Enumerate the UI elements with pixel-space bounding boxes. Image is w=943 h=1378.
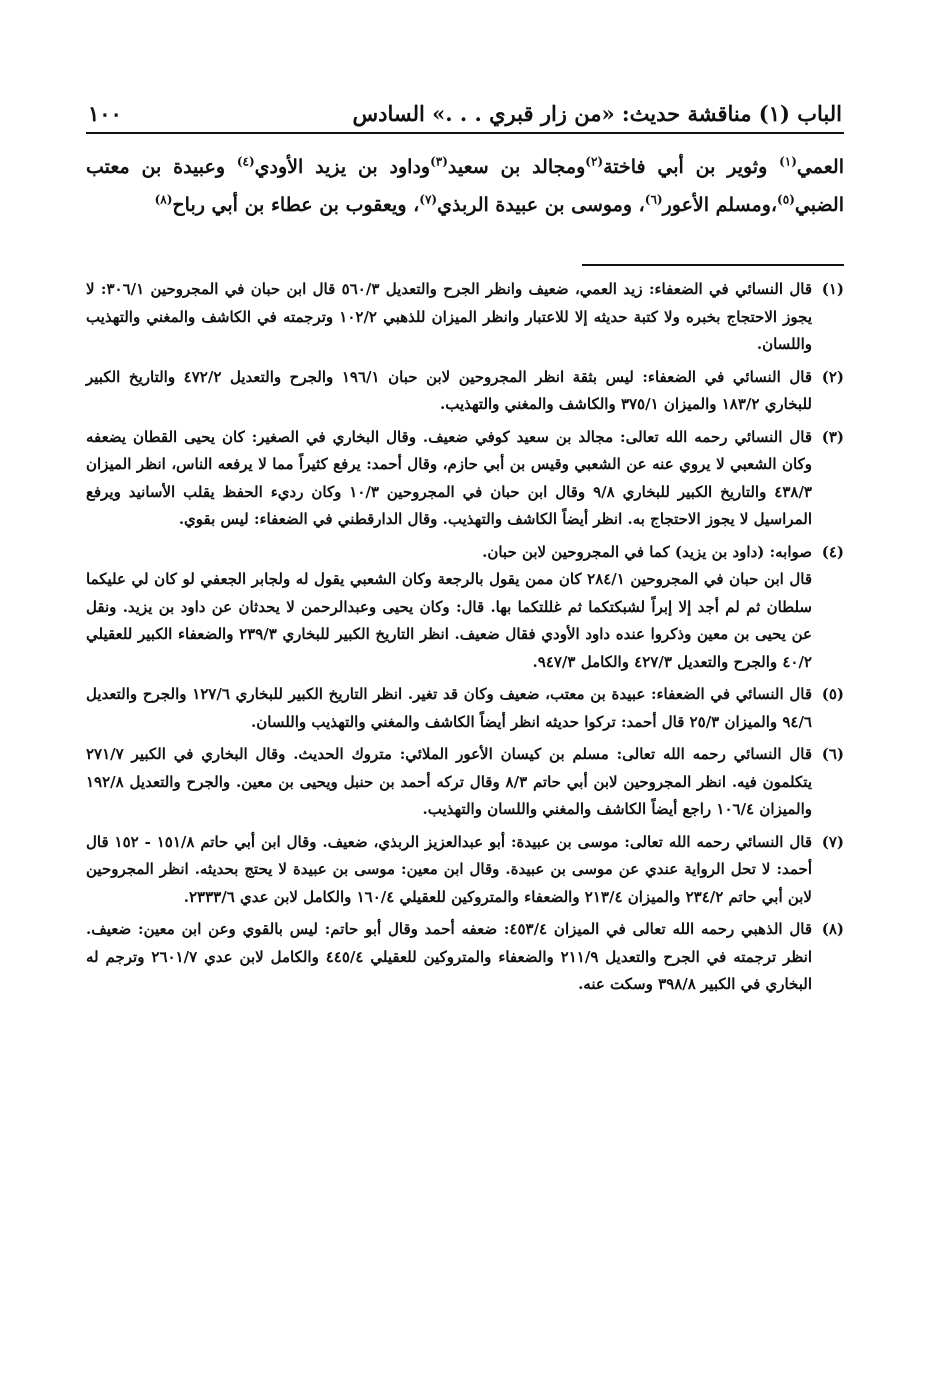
footnote-paragraph: قال ابن حبان في المجروحين ٢٨٤/١ كان ممن يقول بالرجعة وكان الشعبي يقول له ولجابر الجعفي لو كان لي عليكما سلطان ثم لم أجد إلا إبراً لشبكتكما ثم غللتكما بها. قال: وكان يحيى وعبدالرحمن لا يحدثان عن داود بن يزيد. ونقل عن يحيى بن معين وذكروا عنده داود الأودي فقال ضعيف. انظر التاريخ الكبير للبخاري ٢٣٩/٣ والضعفاء الكبير للعقيلي ٤٠/٢ والجرح والتعديل ٤٢٧/٣ والكامل ٩٤٧/٣. — [86, 570, 813, 671]
footnote-number: (٢) — [821, 367, 844, 386]
footnote-paragraph: قال النسائي رحمه الله تعالى: مسلم بن كيسان الأعور الملائي: متروك الحديث. وقال البخاري في الكبير ٢٧١/٧ يتكلمون فيه. انظر المجروحين لابن أبي حاتم ٨/٣ وقال تركه أحمد بن حنبل ويحيى بن معين. والجرح والتعديل ١٩٢/٨ والميزان ١٠٦/٤ راجع أيضاً الكاشف والمغني واللسان والتهذيب. — [86, 745, 812, 818]
page-number: ١٠٠ — [88, 101, 122, 126]
footnote — [86, 741, 844, 824]
main-text — [86, 148, 844, 224]
footnote-ref[interactable]: (٢) — [585, 154, 604, 169]
footnote — [86, 364, 844, 419]
footnote-number: (٦) — [821, 745, 844, 763]
footnote-separator — [582, 264, 844, 266]
book-page — [86, 96, 844, 1004]
footnote-number: (٤) — [821, 542, 844, 561]
body-segment: ، وموسى بن عبيدة الربذي — [437, 194, 645, 216]
footnote-paragraph: قال النسائي في الضعفاء: عبيدة بن معتب، ضعيف وكان قد تغير. انظر التاريخ الكبير للبخاري ١٢٧/٦ والجرح والتعديل ٩٤/٦ والميزان ٢٥/٣ قال أحمد: تركوا حديثه انظر أيضاً الكاشف والمغني والتهذيب واللسان. — [86, 685, 812, 731]
footnote-number: (١) — [821, 280, 844, 298]
body-segment: وداود بن يزيد الأودي — [254, 156, 431, 178]
running-header — [86, 96, 844, 134]
footnote-text — [86, 741, 812, 824]
footnote-ref[interactable]: (٧) — [419, 192, 438, 207]
body-segment: وعبيدة بن معتب الضبي — [86, 156, 844, 216]
footnote-paragraph: قال النسائي رحمه الله تعالى: موسى بن عبيدة: أبو عبدالعزيز الربذي، ضعيف. وقال ابن أبي حاتم ١٥١/٨ - ١٥٢ قال أحمد: لا تحل الرواية عندي عن موسى بن عبيدة. وقال ابن معين: موسى بن عبيدة لا يحتج بحديثه. انظر المجروحين لابن أبي حاتم ٢٣٤/٢ والميزان ٢١٣/٤ والضعفاء والمتروكين للعقيلي ١٦٠/٤ والكامل لابن عدي ٢٣٣٣/٦. — [86, 832, 812, 906]
footnote-ref[interactable]: (٥) — [777, 192, 795, 207]
body-segment: ،ومسلم الأعور — [662, 194, 778, 216]
footnote-text — [86, 681, 812, 736]
footnote-text — [86, 364, 812, 419]
footnote — [86, 916, 844, 999]
body-segment: وثوير بن أبي فاختة — [603, 156, 780, 178]
footnote-paragraph: قال النسائي في الضعفاء: زيد العمي، ضعيف وانظر الجرح والتعديل ٥٦٠/٣ قال ابن حبان في المجروحين ٣٠٦/١: لا يجوز الاحتجاج بخبره ولا كتبة حديثه إلا للاعتبار وانظر الميزان للذهبي ١٠٢/٢ وترجمته في الكاشف والمغني والتهذيب واللسان. — [86, 280, 813, 353]
footnote-number: (٣) — [821, 427, 844, 446]
footnote-paragraph: صوابه: (داود بن يزيد) كما في المجروحين لابن حبان. — [482, 542, 812, 561]
footnote-ref[interactable]: (٣) — [430, 154, 448, 169]
footnote — [86, 424, 844, 534]
footnote-number: (٥) — [821, 685, 844, 703]
footnote-number: (٧) — [821, 832, 844, 851]
body-segment: العمي — [796, 156, 844, 178]
chapter-title: الباب (١) مناقشة حديث: «من زار قبري . . .» السادس — [352, 101, 842, 126]
footnote-text — [86, 916, 812, 999]
footnote — [86, 276, 844, 359]
footnote-text — [86, 276, 812, 359]
body-segment: ومجالد بن سعيد — [447, 156, 586, 178]
footnote-paragraph: قال النسائي رحمه الله تعالى: مجالد بن سعيد كوفي ضعيف. وقال البخاري في الصغير: كان يحيى القطان يضعفه وكان الشعبي لا يروي عنه عن الشعبي وقيس بن أبي حازم، وقال أحمد: يرفع كثيراً مما لا يرفعه الناس، انظر الميزان ٤٣٨/٣ والتاريخ الكبير للبخاري ٩/٨ وقال ابن حبان في المجروحين ١٠/٣ وكان رديء الحفظ يقلب الأسانيد ويرفع المراسيل لا يجوز الاحتجاج به. انظر أيضاً الكاشف والتهذيب. وقال الدارقطني في الضعفاء: ليس بقوي. — [86, 427, 812, 528]
footnotes-section — [86, 276, 844, 999]
footnote-text — [86, 424, 812, 534]
footnote — [86, 539, 844, 677]
footnote-ref[interactable]: (٨) — [154, 192, 173, 207]
footnote-ref[interactable]: (٦) — [644, 192, 663, 207]
footnote-number: (٨) — [821, 920, 844, 938]
footnote-ref[interactable]: (١) — [779, 154, 797, 169]
footnote-paragraph: قال النسائي في الضعفاء: ليس بثقة انظر المجروحين لابن حبان ١٩٦/١ والجرح والتعديل ٤٧٢/٢ والتاريخ الكبير للبخاري ١٨٣/٢ والميزان ٣٧٥/١ والكاشف والمغني والتهذيب. — [86, 367, 812, 413]
footnote-ref[interactable]: (٤) — [236, 154, 255, 169]
footnote — [86, 829, 844, 912]
footnote-text — [86, 539, 812, 677]
footnote-paragraph: قال الذهبي رحمه الله تعالى في الميزان ٤٥٣/٤: ضعفه أحمد وقال أبو حاتم: ليس بالقوي وعن ابن معين: ضعيف. انظر ترجمته في الجرح والتعديل ٢١١/٩ والضعفاء والمتروكين للعقيلي ٤٤٥/٤ والكامل لابن عدي ٢٦٠١/٧ وترجم له البخاري في الكبير ٣٩٨/٨ وسكت عنه. — [86, 920, 813, 993]
footnote-text — [86, 829, 812, 912]
body-segment: ، ويعقوب بن عطاء بن أبي رباح — [172, 194, 420, 216]
footnote — [86, 681, 844, 736]
